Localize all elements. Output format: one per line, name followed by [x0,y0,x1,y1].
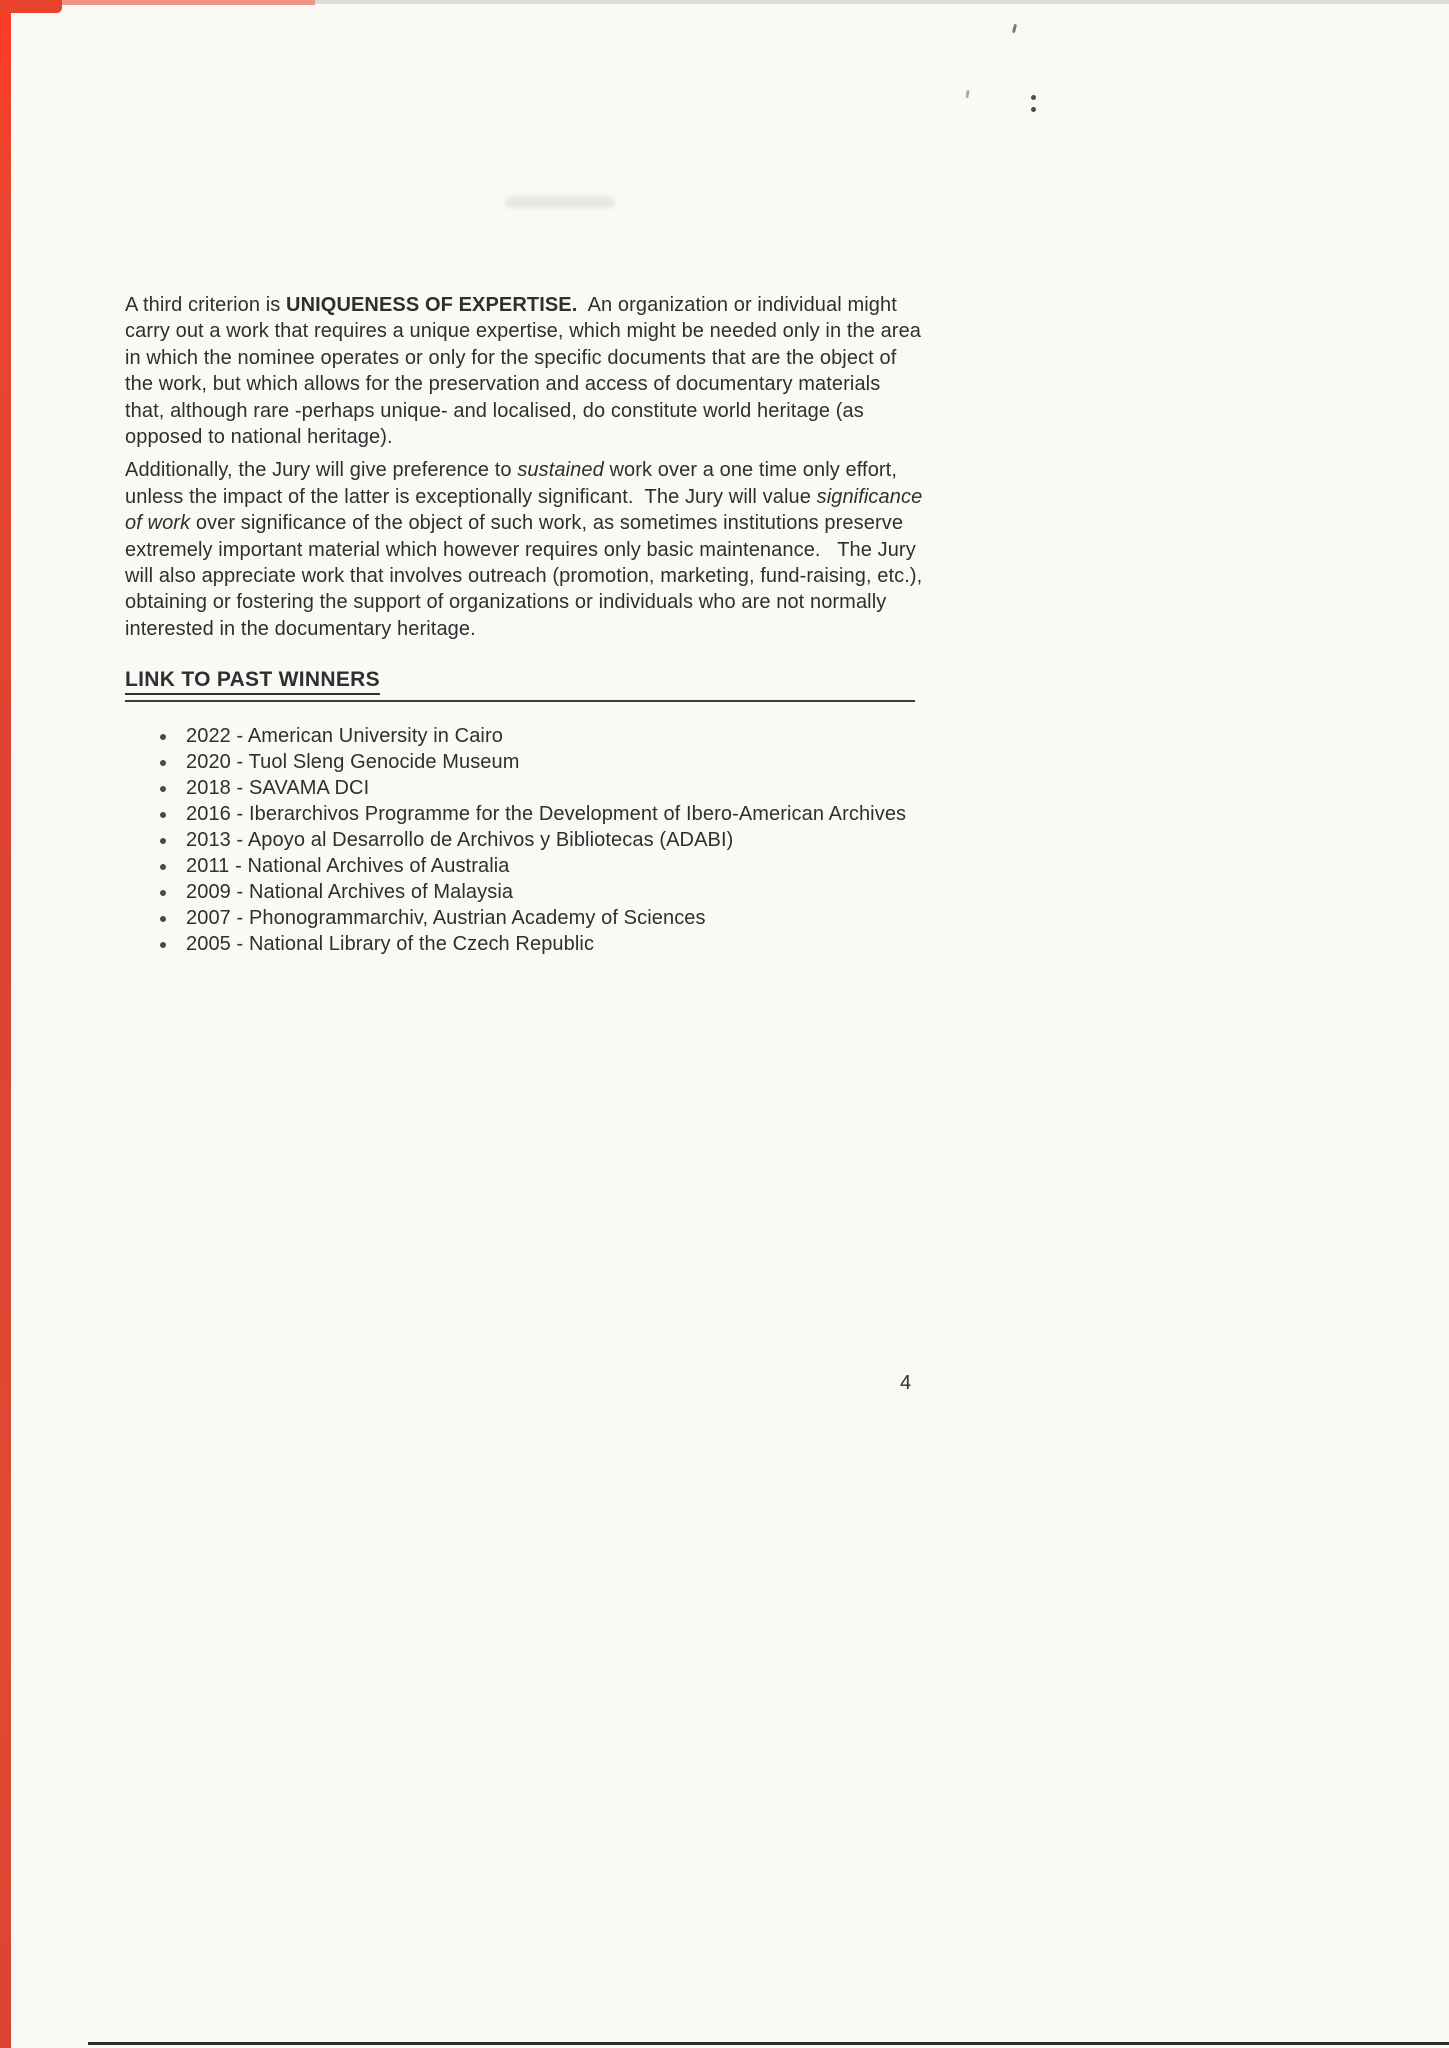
text-run: over significance of the object of such work, as sometimes institutions preserve extremely important material which however requires only basic maintenance. The Jury will also appreciate work that involves outreach (promotion, marketing, fund-raising, etc.), obtaining or fostering the support of organizations or individuals who are not normally interested in the documentary heritage. [125,512,929,640]
winner-text: 2020 - Tuol Sleng Genocide Museum [186,751,520,774]
bullet-icon [160,942,166,948]
document-content [125,292,929,957]
winner-text: 2016 - Iberarchivos Programme for the Development of Ibero-American Archives [186,803,907,825]
winner-text: 2022 - American University in Cairo [186,725,503,748]
list-item [125,750,923,776]
section-past-winners [125,668,923,957]
winner-text: 2018 - SAVAMA DCI [186,777,370,800]
scan-bottom-line [88,2042,1449,2045]
list-item [125,880,923,906]
bullet-icon [160,786,166,792]
winner-text: 2011 - National Archives of Australia [186,854,510,877]
list-item [125,802,923,828]
scan-smudge [505,196,615,208]
text-run: An organization or individual might carry out a work that requires a unique expertise, which might be needed only in the area in which the nominee operates or only for the specific documents that are the object of the work, but which allows for the preservation and access of documentary materials that, although rare -perhaps unique- and localised, do constitute world heritage (as opposed to national heritage). [125,294,927,449]
scan-edge-top-left-red [0,0,62,13]
text-run-italic: significance of work [125,485,928,535]
winner-text: 2009 - National Archives of Malaysia [186,880,514,903]
paragraph-jury-preference [125,457,929,642]
scan-mark [965,90,969,98]
list-item [125,932,923,958]
scan-edge-left-red-strip [0,0,11,2048]
list-item [125,828,923,854]
list-item [125,906,923,932]
bullet-icon [160,760,166,766]
text-run-italic: sustained [517,459,604,482]
text-run: Additionally, the Jury will give preference to [125,459,518,482]
section-heading-rule [125,668,915,702]
scan-edge-top-red-smear [60,0,315,5]
winner-text: 2007 - Phonogrammarchiv, Austrian Academy of Sciences [186,906,706,929]
text-run: work over a one time only effort, unless the impact of the latter is exceptionally significant. The Jury will value [125,459,903,508]
bullet-icon [160,812,166,818]
winner-text: 2005 - National Library of the Czech Republic [186,932,595,955]
list-item [125,724,923,750]
bullet-icon [160,734,166,740]
bullet-icon [160,890,166,896]
scan-mark [1012,24,1017,33]
winner-text: 2013 - Apoyo al Desarrollo de Archivos y Bibliotecas (ADABI) [186,828,734,851]
page-number: 4 [900,1372,912,1394]
list-item [125,776,923,802]
text-run-bold: UNIQUENESS OF EXPERTISE. [286,294,578,316]
paragraph-uniqueness-of-expertise [125,292,927,450]
text-run: A third criterion is [125,294,287,316]
section-heading: LINK TO PAST WINNERS [125,668,380,692]
scan-mark [1031,95,1036,100]
list-item [125,854,923,880]
bullet-icon [160,916,166,922]
bullet-icon [160,864,166,870]
past-winners-list [125,724,923,957]
bullet-icon [160,838,166,844]
scan-edge-top-gray [315,0,1449,4]
